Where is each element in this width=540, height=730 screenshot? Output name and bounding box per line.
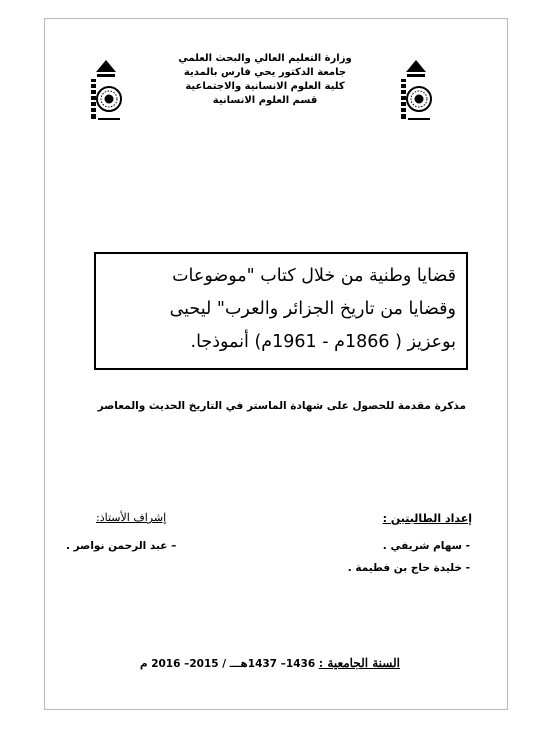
thesis-title-box	[94, 252, 468, 370]
thesis-title-line: وقضايا من تاريخ الجزائر والعرب" ليحيى	[169, 299, 456, 319]
academic-year-label: السنة الجامعية :	[318, 656, 400, 670]
faculty-name: كلية العلوم الانسانية والاجتماعية	[185, 81, 345, 92]
supervisor-heading: إشراف الأستاذ:	[96, 511, 167, 524]
student-name: - خليدة حاج بن فطيمة .	[347, 562, 470, 574]
thesis-title-line: قضايا وطنية من خلال كتاب "موضوعات	[172, 266, 456, 286]
institution-header	[150, 52, 380, 108]
student-name: - سهام شريفي .	[382, 540, 470, 552]
ministry-name: وزارة التعليم العالي والبحث العلمي	[178, 53, 352, 64]
academic-year	[139, 656, 400, 670]
thesis-title-line: بوعزيز ( 1866م - 1961م) أنموذجا.	[190, 332, 456, 352]
supervisor-name: – عبد الرحمن نواصر .	[66, 540, 177, 552]
university-logo-icon	[396, 58, 436, 122]
students-heading: إعداد الطالبتين :	[382, 512, 472, 525]
university-logo-icon	[86, 58, 126, 122]
thesis-subtitle: مذكرة مقدمة للحصول على شهادة الماستر في التاريخ الحديث والمعاصر	[97, 400, 466, 412]
university-name: جامعة الدكتور يحي فارس بالمدية	[183, 67, 347, 78]
academic-year-value: 1436– 1437هـــ / 2015– 2016 م	[139, 658, 316, 670]
department-name: قسم العلوم الانسانية	[212, 95, 318, 106]
